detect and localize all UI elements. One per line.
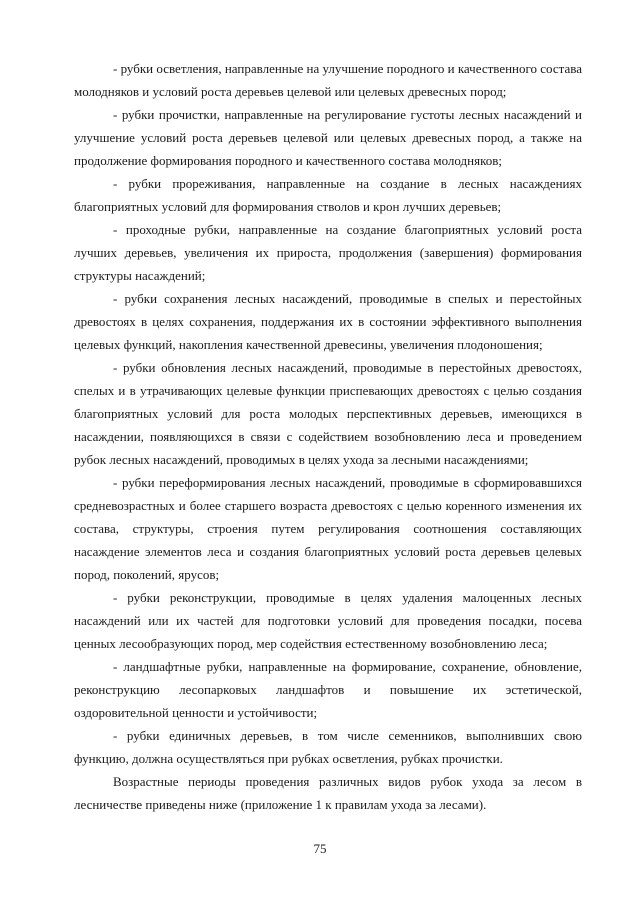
paragraph-renewal-cuttings: - рубки обновления лесных насаждений, проводимые в перестойных древостоях, спелых и в утрачивающих целевые функции приспевающих древостоях с целью создания благоприятных условий для роста молодых перспективных деревьев, имеющихся в насаждении, появляющихся в связи с содействием возобновлению леса и проведением рубок лесных насаждений, проводимых в целях ухода за лесными насаждениями; [74,360,582,467]
body-text [74,57,582,816]
page-number: 75 [313,841,327,856]
paragraph-age-periods: Возрастные периоды проведения различных видов рубок ухода за лесом в лесничестве приведены ниже (приложение 1 к правилам ухода за лесами). [74,774,582,812]
paragraph-passage-cuttings: - проходные рубки, направленные на создание благоприятных условий роста лучших деревьев, увеличения их прироста, продолжения (завершения) формирования структуры насаждений; [74,222,582,283]
paragraph-reformation-cuttings: - рубки переформирования лесных насаждений, проводимые в сформировавшихся средневозрастных и более старшего возраста древостоях с целью коренного изменения их состава, структуры, строения путем регулирования соотношения составляющих насаждение элементов леса и создания благоприятных условий роста деревьев целевых пород, поколений, ярусов; [74,475,582,582]
paragraph-landscape-cuttings: - ландшафтные рубки, направленные на формирование, сохранение, обновление, реконструкцию лесопарковых ландшафтов и повышение их эстетической, оздоровительной ценности и устойчивости; [74,659,582,720]
paragraph-reconstruction-cuttings: - рубки реконструкции, проводимые в целях удаления малоценных лесных насаждений или их частей для подготовки условий для проведения посадки, посева ценных лесообразующих пород, мер содействия естественному возобновлению леса; [74,590,582,651]
paragraph-single-tree-cuttings: - рубки единичных деревьев, в том числе семенников, выполнивших свою функцию, должна осуществляться при рубках осветления, рубках прочистки. [74,728,582,766]
paragraph-thinning-cuttings: - рубки прореживания, направленные на создание в лесных насаждениях благоприятных условий для формирования стволов и крон лучших деревьев; [74,176,582,214]
paragraph-preservation-cuttings: - рубки сохранения лесных насаждений, проводимые в спелых и перестойных древостоях в целях сохранения, поддержания их в состоянии эффективного выполнения целевых функций, накопления качественной древесины, увеличения плодоношения; [74,291,582,352]
paragraph-cleaning-cuttings: - рубки прочистки, направленные на регулирование густоты лесных насаждений и улучшение условий роста деревьев целевой или целевых древесных пород, а также на продолжение формирования породного и качественного состава молодняков; [74,107,582,168]
paragraph-clearing-cuttings: - рубки осветления, направленные на улучшение породного и качественного состава молодняков и условий роста деревьев целевой или целевых древесных пород; [74,61,582,99]
